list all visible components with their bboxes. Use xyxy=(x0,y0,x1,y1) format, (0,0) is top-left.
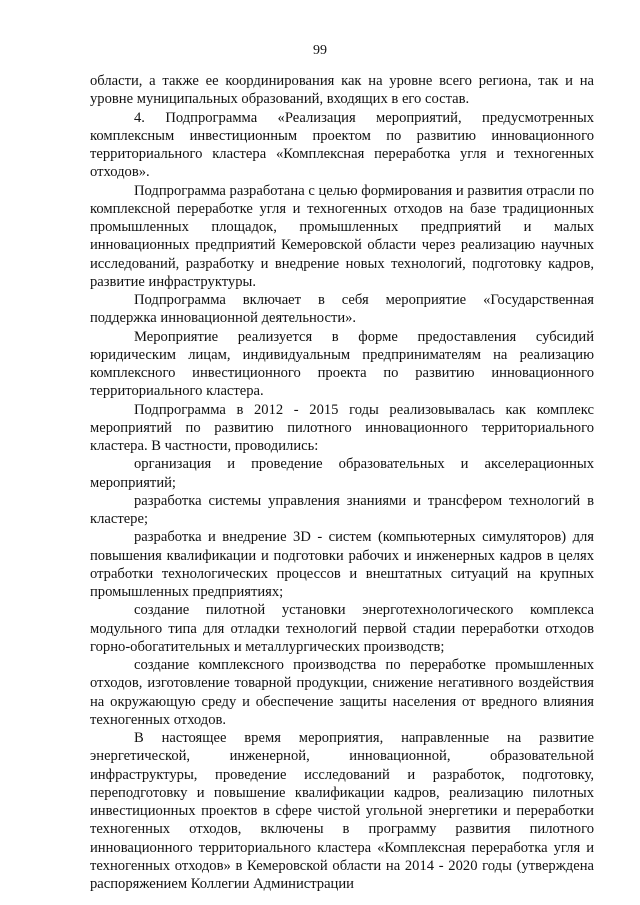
paragraph-includes: Подпрограмма включает в себя мероприятие «Государственная поддержка инновационной деятельности». xyxy=(90,292,594,327)
paragraph-subprogram-4: 4. Подпрограмма «Реализация мероприятий, предусмотренных комплексным инвестиционным проектом по развитию инновационного территориального кластера «Комплексная переработка угля и техногенных отходов». xyxy=(90,109,594,181)
list-item-events: организация и проведение образовательных и акселерационных мероприятий; xyxy=(90,456,594,491)
paragraph-subsidies: Мероприятие реализуется в форме предоставления субсидий юридическим лицам, индивидуальным предпринимателям на реализацию комплексного инвестиционного проекта по развитию инновационного территориального кластера. xyxy=(90,328,594,400)
list-item-knowledge: разработка системы управления знаниями и трансфером технологий в кластере; xyxy=(90,492,594,527)
list-item-waste-processing: создание комплексного производства по переработке промышленных отходов, изготовление товарной продукции, снижение негативного воздействия на окружающую среду и обеспечение защиты населения от вредного влияния техногенных отходов. xyxy=(90,657,594,728)
paragraph-purpose: Подпрограмма разработана с целью формирования и развития отрасли по комплексной переработке угля и техногенных отходов на базе традиционных промышленных площадок, промышленных предприятий и малых инновационных предприятий Кемеровской области через реализацию научных исследований, разработку и внедрение новых технологий, подготовку кадров, развитие инфраструктуры. xyxy=(90,182,594,290)
page-number: 99 xyxy=(313,43,327,58)
list-item-pilot-unit: создание пилотной установки энерготехнологического комплекса модульного типа для отладки технологий первой стадии переработки отходов горно-обогатительных и металлургических производств; xyxy=(90,602,594,655)
paragraph-continuation: области, а также ее координирования как на уровне всего региона, так и на уровне муниципальных образований, входящих в его состав. xyxy=(90,73,594,108)
paragraph-current: В настоящее время мероприятия, направленные на развитие энергетической, инженерной, инновационной, образовательной инфраструктуры, проведение исследований и разработок, подготовку, переподготовку и повышение квалификации кадров, реализацию пилотных инвестиционных проектов в сфере чистой угольной энергетики и переработки техногенных отходов, включены в программу развития пилотного инновационного территориального кластера «Комплексная переработка угля и техногенных отходов» в Кемеровской области на 2014 - 2020 годы (утверждена распоряжением Коллегии Администрации xyxy=(90,730,594,892)
list-item-3d-systems: разработка и внедрение 3D - систем (компьютерных симуляторов) для повышения квалификации и подготовки рабочих и инженерных кадров в целях отработки технологических процессов и внештатных ситуаций на крупных промышленных предприятиях; xyxy=(90,529,594,600)
body-text xyxy=(90,72,594,893)
paragraph-2012-2015: Подпрограмма в 2012 - 2015 годы реализовывалась как комплекс мероприятий по развитию пилотного инновационного территориального кластера. В частности, проводились: xyxy=(90,401,594,454)
